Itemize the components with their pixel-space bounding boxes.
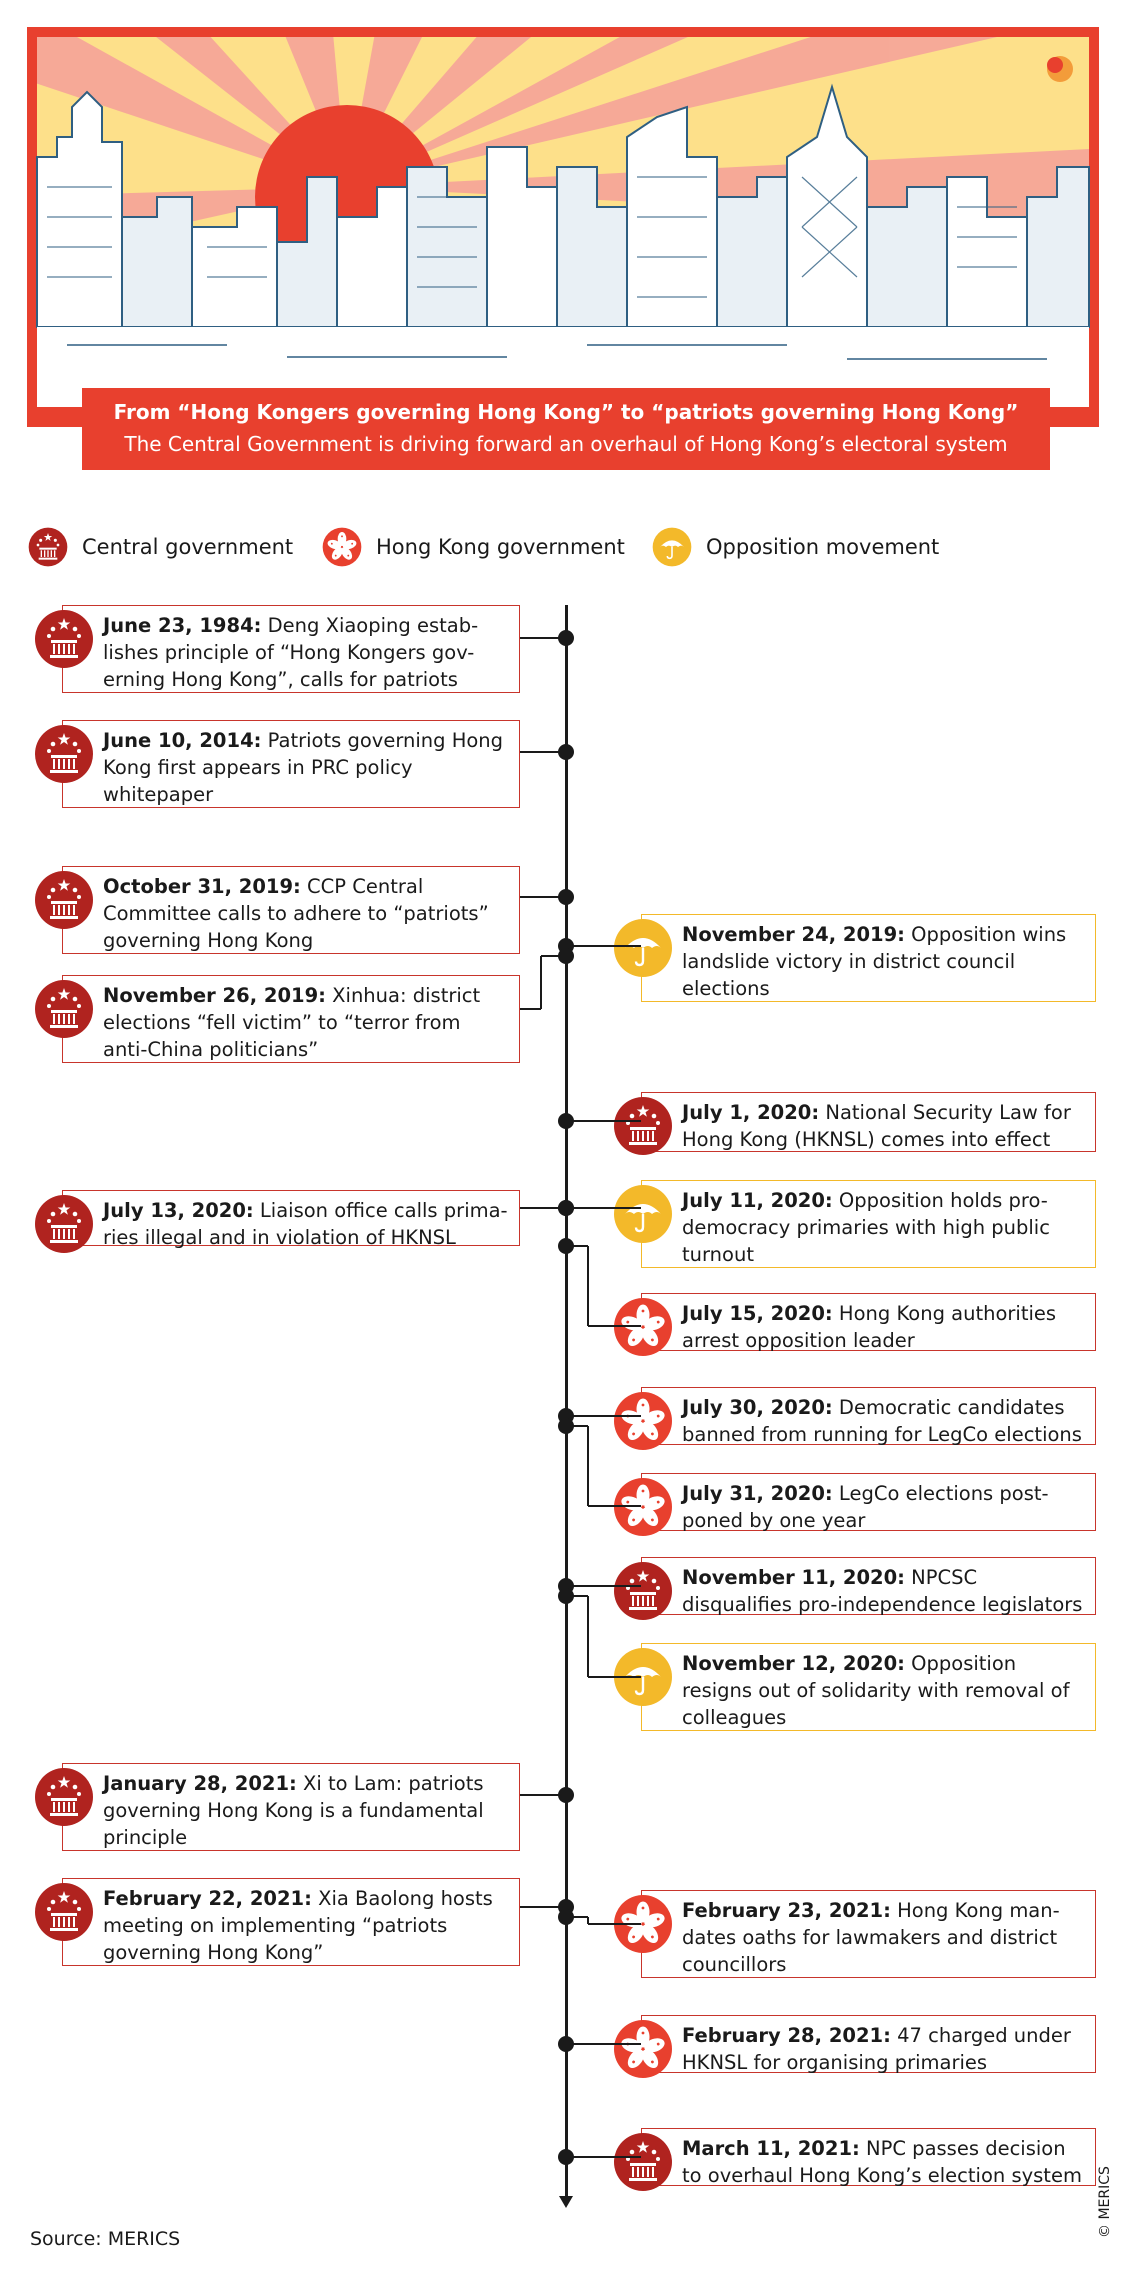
legend-item-opp <box>652 527 939 567</box>
timeline-connector <box>588 1505 641 1507</box>
central-government-icon <box>34 1767 94 1827</box>
timeline-event <box>62 720 520 808</box>
event-date: November 24, 2019: <box>682 923 905 946</box>
timeline-connector <box>587 1596 589 1677</box>
central-government-icon <box>613 1561 673 1621</box>
timeline-event <box>62 1763 520 1851</box>
event-date: July 30, 2020: <box>682 1396 833 1419</box>
timeline-event <box>62 1878 520 1966</box>
event-text: Hong Kong authorities arrest opposition leader <box>682 1302 1057 1352</box>
timeline-event <box>62 975 520 1063</box>
bauhinia-icon <box>613 1297 673 1357</box>
event-date: January 28, 2021: <box>103 1772 297 1795</box>
timeline-connector <box>587 1426 589 1506</box>
timeline-connector <box>566 2156 641 2158</box>
event-date: November 12, 2020: <box>682 1652 905 1675</box>
central-government-icon <box>34 979 94 1039</box>
event-text: Opposition holds pro-democracy primaries with high public turnout <box>682 1189 1050 1266</box>
legend-item-hk <box>322 527 625 567</box>
bauhinia-icon <box>322 527 362 567</box>
central-government-icon <box>613 1096 673 1156</box>
timeline-connector <box>520 751 566 753</box>
timeline-connector <box>566 1595 588 1597</box>
timeline-connector <box>566 1425 588 1427</box>
event-date: July 15, 2020: <box>682 1302 833 1325</box>
central-government-icon <box>34 724 94 784</box>
event-date: February 23, 2021: <box>682 1899 891 1922</box>
timeline-connector <box>520 896 566 898</box>
source-note: Source: MERICS <box>30 2228 181 2250</box>
skyline-illustration <box>27 27 1099 427</box>
event-date: February 28, 2021: <box>682 2024 891 2047</box>
event-text: Hong Kong man-dates oaths for lawmakers and district councillors <box>682 1899 1060 1976</box>
page-title: From “Hong Kongers governing Hong Kong” to “patriots governing Hong Kong” <box>113 400 1019 424</box>
central-government-icon <box>613 2132 673 2192</box>
central-government-icon <box>34 1194 94 1254</box>
timeline-connector <box>566 1585 641 1587</box>
timeline-axis <box>565 605 568 2200</box>
timeline-connector <box>566 1245 588 1247</box>
timeline-connector <box>541 955 566 957</box>
event-text: LegCo elections post-poned by one year <box>682 1482 1049 1532</box>
event-text: NPCSC disqualifies pro-independence legislators <box>682 1566 1083 1616</box>
timeline-event <box>641 1387 1096 1445</box>
timeline-connector <box>566 1916 588 1918</box>
bauhinia-icon <box>613 1391 673 1451</box>
event-date: June 23, 1984: <box>103 614 262 637</box>
timeline-event <box>641 1557 1096 1615</box>
timeline-arrow-icon <box>559 2196 573 2208</box>
timeline-event <box>62 1190 520 1249</box>
legend-label: Central government <box>82 535 294 559</box>
central-government-icon <box>28 527 68 567</box>
event-text: NPC passes decision to overhaul Hong Kong’s election system <box>682 2137 1082 2187</box>
event-text: Opposition wins landslide victory in district council elections <box>682 923 1067 1000</box>
timeline-event <box>62 605 520 693</box>
event-date: March 11, 2021: <box>682 2137 860 2160</box>
umbrella-icon <box>613 1184 673 1244</box>
umbrella-icon <box>613 918 673 978</box>
event-date: October 31, 2019: <box>103 875 301 898</box>
event-text: 47 charged under HKNSL for organising primaries <box>682 2024 1071 2074</box>
timeline-event <box>641 1643 1096 1731</box>
timeline-connector <box>540 956 542 1009</box>
event-text: Xia Baolong hosts meeting on implementing “patriots governing Hong Kong” <box>103 1887 493 1964</box>
event-text: Liaison office calls prima-ries illegal and in violation of HKNSL <box>103 1199 508 1249</box>
legend-label: Opposition movement <box>706 535 940 559</box>
timeline-connector <box>588 1676 641 1678</box>
event-date: July 1, 2020: <box>682 1101 820 1124</box>
bauhinia-icon <box>613 2019 673 2079</box>
timeline-event <box>641 2015 1096 2073</box>
header-illustration <box>27 27 1099 427</box>
event-date: June 10, 2014: <box>103 729 262 752</box>
event-text: Opposition resigns out of solidarity with removal of colleagues <box>682 1652 1070 1729</box>
central-government-icon <box>34 1882 94 1942</box>
event-text: CCP Central Committee calls to adhere to “patriots” governing Hong Kong <box>103 875 489 952</box>
timeline-event <box>641 1890 1096 1978</box>
merics-logo-icon <box>1047 56 1073 82</box>
timeline-connector <box>588 1325 641 1327</box>
event-text: National Security Law for Hong Kong (HKNSL) comes into effect <box>682 1101 1071 1151</box>
timeline-connector <box>520 637 566 639</box>
bauhinia-icon <box>613 1477 673 1537</box>
event-text: Xi to Lam: patriots governing Hong Kong is a fundamental principle <box>103 1772 484 1849</box>
timeline-event <box>641 1473 1096 1531</box>
event-date: November 26, 2019: <box>103 984 326 1007</box>
copyright-note: © MERICS <box>1097 2166 1113 2238</box>
event-date: July 11, 2020: <box>682 1189 833 1212</box>
timeline-connector <box>566 2043 641 2045</box>
timeline-event <box>641 2128 1096 2186</box>
event-date: July 13, 2020: <box>103 1199 254 1222</box>
timeline-connector <box>566 1415 641 1417</box>
event-text: Democratic candidates banned from running for LegCo elections <box>682 1396 1082 1446</box>
timeline-connector <box>588 1923 641 1925</box>
timeline-connector <box>520 1906 566 1908</box>
event-text: Deng Xiaoping estab-lishes principle of “Hong Kongers gov-erning Hong Kong”, calls for patriots <box>103 614 479 691</box>
legend-item-central <box>28 527 293 567</box>
timeline-connector <box>587 1246 589 1326</box>
timeline-event <box>641 1092 1096 1152</box>
event-date: November 11, 2020: <box>682 1566 905 1589</box>
timeline-connector <box>520 1008 541 1010</box>
timeline-event <box>641 914 1096 1002</box>
legend-label: Hong Kong government <box>376 535 625 559</box>
timeline-connector <box>566 945 641 947</box>
page-subtitle: The Central Government is driving forward an overhaul of Hong Kong’s electoral system <box>124 432 1008 456</box>
central-government-icon <box>34 870 94 930</box>
title-banner <box>82 388 1050 470</box>
timeline-connector <box>520 1794 566 1796</box>
timeline-event <box>641 1293 1096 1351</box>
event-date: February 22, 2021: <box>103 1887 312 1910</box>
central-government-icon <box>34 609 94 669</box>
timeline-connector <box>566 1120 641 1122</box>
timeline-connector <box>566 1207 641 1209</box>
umbrella-icon <box>652 527 692 567</box>
event-text: Xinhua: district elections “fell victim” to “terror from anti-China politicians” <box>103 984 481 1061</box>
event-text: Patriots governing Hong Kong first appears in PRC policy whitepaper <box>103 729 504 806</box>
event-date: July 31, 2020: <box>682 1482 833 1505</box>
timeline-event <box>641 1180 1096 1268</box>
timeline-event <box>62 866 520 954</box>
